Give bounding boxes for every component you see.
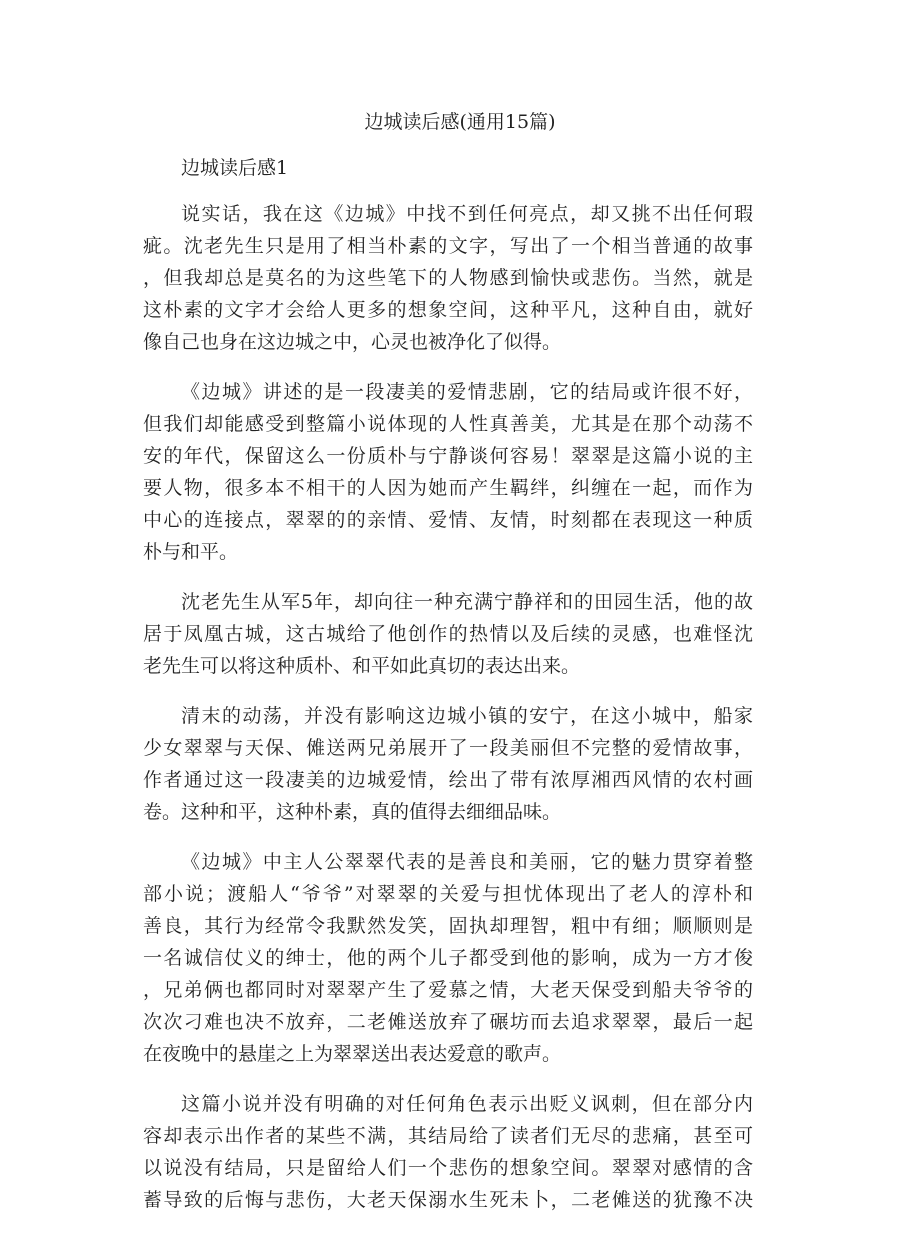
section-heading: 边城读后感1 xyxy=(181,157,289,179)
paragraph-line: 部小说；渡船人“爷爷”对翠翠的关爱与担忧体现出了老人的淳朴和 xyxy=(143,883,753,905)
paragraph-line: 一名诚信仗义的绅士，他的两个儿子都受到他的影响，成为一方才俊 xyxy=(143,947,753,969)
paragraph-line: 卷。这种和平，这种朴素，真的值得去细细品味。 xyxy=(143,801,562,823)
document-body xyxy=(143,152,753,1234)
paragraph-line: 但我们却能感受到整篇小说体现的人性真善美，尤其是在那个动荡不 xyxy=(143,413,753,435)
paragraph-line: 《边城》中主人公翠翠代表的是善良和美丽，它的魅力贯穿着整 xyxy=(181,851,753,873)
paragraph xyxy=(143,846,753,1070)
paragraph-line: 《边城》讲述的是一段凄美的爱情悲剧，它的结局或许很不好， xyxy=(181,381,753,403)
paragraph-line: 朴与和平。 xyxy=(143,541,239,563)
paragraph xyxy=(143,700,753,828)
paragraph-line: 像自己也身在这边城之中，心灵也被净化了似得。 xyxy=(143,331,562,353)
paragraph-line: 疵。沈老先生只是用了相当朴素的文字，写出了一个相当普通的故事 xyxy=(143,235,753,257)
paragraph-line: 沈老先生从军5年，却向往一种充满宁静祥和的田园生活，他的故 xyxy=(181,591,753,613)
paragraph-line: 清末的动荡，并没有影响这边城小镇的安宁，在这小城中，船家 xyxy=(181,705,753,727)
paragraph-line: 这篇小说并没有明确的对任何角色表示出贬义讽刺，但在部分内 xyxy=(181,1093,753,1115)
paragraph-line: 善良，其行为经常令我默然发笑，固执却理智，粗中有细；顺顺则是 xyxy=(143,915,753,937)
paragraph-line: 说实话，我在这《边城》中找不到任何亮点，却又挑不出任何瑕 xyxy=(181,203,753,225)
document-title: 边城读后感(通用15篇) xyxy=(364,111,556,133)
paragraph-line: 蓄导致的后悔与悲伤，大老天保溺水生死未卜，二老傩送的犹豫不决 xyxy=(143,1189,753,1211)
paragraph xyxy=(143,586,753,682)
paragraph-line: ，兄弟俩也都同时对翠翠产生了爱慕之情，大老天保受到船夫爷爷的 xyxy=(143,979,753,1001)
paragraph-line: 这朴素的文字才会给人更多的想象空间，这种平凡，这种自由，就好 xyxy=(143,299,753,321)
paragraphs xyxy=(143,198,753,1216)
paragraph-line: 安的年代，保留这么一份质朴与宁静谈何容易！翠翠是这篇小说的主 xyxy=(143,445,753,467)
paragraph-line: 居于凤凰古城，这古城给了他创作的热情以及后续的灵感，也难怪沈 xyxy=(143,623,753,645)
paragraph xyxy=(143,198,753,358)
paragraph-line: 在夜晚中的悬崖之上为翠翠送出表达爱意的歌声。 xyxy=(143,1043,562,1065)
paragraph-line: 容却表示出作者的某些不满，其结局给了读者们无尽的悲痛，甚至可 xyxy=(143,1125,753,1147)
paragraph-line: 少女翠翠与天保、傩送两兄弟展开了一段美丽但不完整的爱情故事， xyxy=(143,737,753,759)
paragraph-line: 以说没有结局，只是留给人们一个悲伤的想象空间。翠翠对感情的含 xyxy=(143,1157,753,1179)
paragraph-line: 中心的连接点，翠翠的的亲情、爱情、友情，时刻都在表现这一种质 xyxy=(143,509,753,531)
paragraph-line: 要人物，很多本不相干的人因为她而产生羁绊，纠缠在一起，而作为 xyxy=(143,477,753,499)
paragraph xyxy=(143,1088,753,1216)
paragraph-line: 老先生可以将这种质朴、和平如此真切的表达出来。 xyxy=(143,655,581,677)
paragraph-line: ，但我却总是莫名的为这些笔下的人物感到愉快或悲伤。当然，就是 xyxy=(143,267,753,289)
paragraph-line: 作者通过这一段凄美的边城爱情，绘出了带有浓厚湘西风情的农村画 xyxy=(143,769,753,791)
paragraph xyxy=(143,376,753,568)
paragraph-line: 次次刁难也决不放弃，二老傩送放弃了碾坊而去追求翠翠，最后一起 xyxy=(143,1011,753,1033)
